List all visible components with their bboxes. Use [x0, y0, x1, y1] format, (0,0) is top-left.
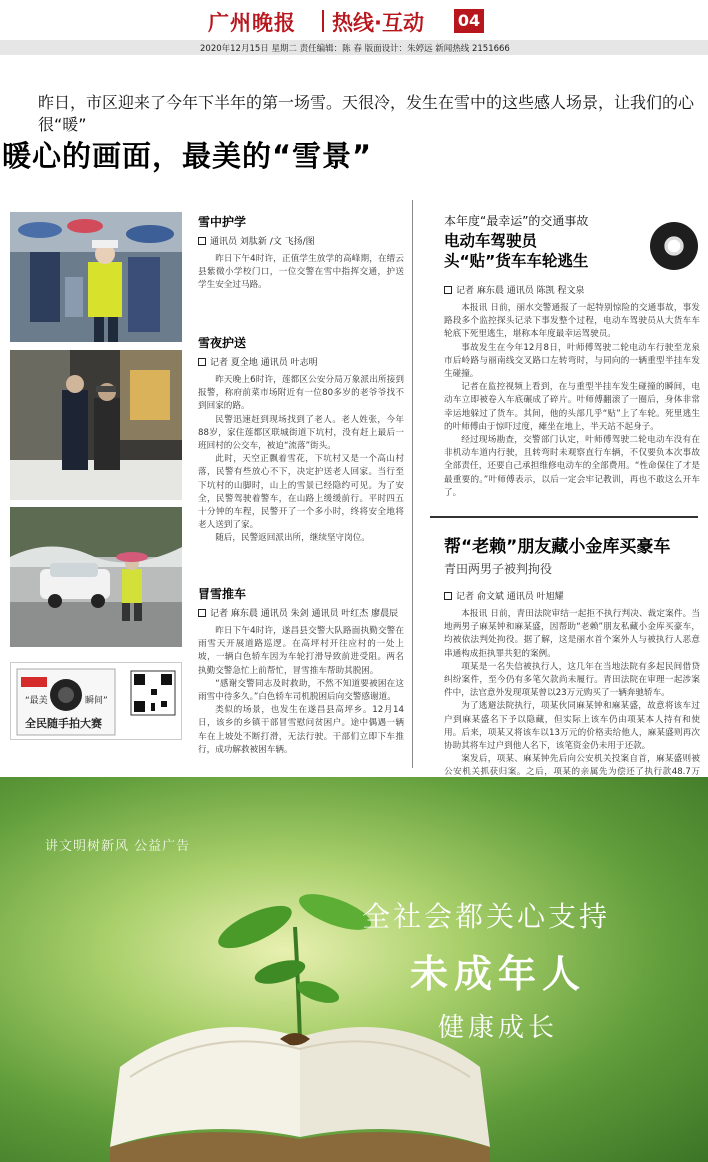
- section-rule: [430, 516, 698, 518]
- story-paragraph: 本报讯 日前，丽水交警通报了一起特别惊险的交通事故，事发路段多个监控探头记录下事发整个过程，电动车驾驶员从大货车车轮底下死里逃生，堪称本年度最幸运驾驶员。: [444, 303, 700, 340]
- newspaper-brand: 广州晚报: [208, 10, 296, 35]
- column-divider: [412, 200, 413, 768]
- main-headline: 暖心的画面，最美的“雪景”: [2, 139, 373, 173]
- byline-square-icon: [444, 286, 452, 294]
- story-title: 雪中护学: [198, 215, 247, 229]
- story-lucky-accident-header: [444, 212, 644, 271]
- story-paragraph: 事故发生在今年12月8日，叶师傅驾驶二轮电动车行驶至龙泉市后岭路与丽南线交叉路口左转弯时，与同向的一辆重型半挂车发生碰撞。: [444, 342, 700, 380]
- info-bar: [0, 40, 708, 55]
- ad-slogan-line3: 健康成长: [438, 1013, 559, 1043]
- ad-slogan-line1: 全社会都关心支持: [362, 900, 611, 933]
- story-paragraph: 此时，天空正飘着雪花，下坑村又是一个高山村落，民警有些放心不下，决定护送老人回家。当行至下坑村的山脚时，山上的雪景已经隐约可见。为了安全，民警驾驶着警车，在山路上缓缓前行。平时四五十分钟的车程，民警开了一个多小时，终将安全地将老人送到了家。: [198, 454, 404, 531]
- byline-square-icon: [198, 609, 206, 617]
- story-headline: 帮“老赖”朋友藏小金库买豪车: [444, 537, 671, 557]
- story-paragraph: 随后，民警返回派出所，继续坚守岗位。: [215, 533, 370, 544]
- photo-push-car-snow: [10, 507, 182, 647]
- story-snow-school-guard: [198, 213, 404, 293]
- masthead: [0, 0, 708, 40]
- story-lucky-accident-body: [444, 283, 700, 500]
- story-paragraph: “感谢交警同志及时救助，不然不知道要被困在这雨雪中待多久。”白色轿车司机脱困后向交警感谢道。: [198, 678, 404, 703]
- ad-slogan-line2: 未成年人: [410, 952, 587, 996]
- story-title: 雪夜护送: [198, 336, 247, 350]
- story-headline-line1: 电动车驾驶员: [444, 232, 538, 250]
- story-paragraph: 昨日下午4时许，正值学生放学的高峰期，在缙云县紫微小学校门口，一位交警在雪中指挥交通，护送学生安全过马路。: [198, 254, 404, 291]
- story-paragraph: 为了逃避法院执行，项某伙同麻某钟和麻某盛，故意将该车过户到麻某盛名下予以隐藏，但实际上该车仍由项某本人持有和使用。后来，项某又将该车以13万元的价格卖给他人，麻某盛则再次协助其将车过户到他人名下，该笔资金仍未用于还款。: [444, 701, 700, 752]
- tiktok-note-icon: [668, 240, 680, 252]
- story-push-car-snow: [198, 585, 404, 757]
- contest-tag-1: “最美: [25, 696, 48, 706]
- photo-contest-ad: [10, 662, 182, 740]
- page-number: 04: [454, 9, 484, 33]
- ad-label: 讲文明树新风 公益广告: [45, 839, 191, 854]
- story-paragraph: 昨日下午4时许，遂昌县交警大队路面执勤交警在雨雪天开展道路巡逻。在高坪村开往应村的一处上坡，一辆白色轿车因为车轮打滑导致前进受阻。两名执勤交警急忙上前帮忙，冒雪推车帮助其脱困。: [198, 626, 404, 676]
- story-headline-line2: 头“贴”货车车轮逃生: [444, 252, 589, 270]
- story-paragraph: 昨天晚上6时许，莲都区公安分局万象派出所接到报警，称府前菜市场附近有一位80多岁的老爷爷找不到回家的路。: [198, 375, 404, 412]
- photo-police-escort-elder: [10, 350, 182, 500]
- section-title: 热线·互动: [332, 11, 424, 35]
- story-paragraph: 民警迅速赶到现场找到了老人。老人姓张，今年88岁，家住莲都区联城街道下坑村，没有赶上最后一班回村的公交车，被迫“流落”街头。: [198, 414, 404, 452]
- byline-square-icon: [198, 237, 206, 245]
- story-paragraph: 项某是一名失信被执行人，这几年在当地法院有多起民间借贷纠纷案件，至今仍有多笔欠款尚未履行。青田法院在审理一起涉案件中，法官意外发现项某曾以23万元购买了一辆奔驰轿车。: [444, 661, 700, 699]
- story-kicker: 本年度“最幸运”的交通事故: [444, 214, 589, 228]
- photo-traffic-police-snow: [10, 212, 182, 342]
- lede-text: 昨日，市区迎来了今年下半年的第一场雪。天很冷，发生在雪中的这些感人场景，让我们的心很“暖”: [38, 93, 695, 134]
- story-paragraph: 类似的场景，也发生在遂昌县高坪乡。12月14日，该乡的乡镇干部冒雪慰问贫困户。途中偶遇一辆车在上坡处不断打滑，无法行驶。干部们立即下车推行，成功解救被困车辆。: [198, 705, 404, 755]
- story-byline: 记者 俞文斌 通讯员 叶旭耀: [444, 589, 700, 602]
- story-byline: 通讯员 刘肽新 /文 飞扬/图: [198, 234, 404, 247]
- story-paragraph: 本报讯 日前，青田法院审结一起拒不执行判决、裁定案件。当地两男子麻某钟和麻某盛，因帮助“老赖”朋友私藏小金库买豪车，均被依法判处拘役。据了解，这是丽水首个案外人与被执行人恶意串通构成拒执罪共犯的案例。: [444, 609, 700, 659]
- story-title: 冒雪推车: [198, 587, 247, 601]
- contest-tag-2: 瞬间”: [85, 696, 108, 706]
- contest-title: 全民随手拍大赛: [25, 717, 102, 730]
- story-byline: 记者 麻东晨 通讯员 朱剑 通讯员 叶红杰 廖晨辰: [198, 606, 404, 619]
- byline-square-icon: [198, 358, 206, 366]
- public-service-ad: [0, 777, 708, 1162]
- story-paragraph: 经过现场勘查，交警部门认定，叶师傅驾驶二轮电动车没有在非机动车道内行驶，且转弯时未观察直行车辆，不仅要负本次事故全部责任，还要自己承担维修电动车的全部费用。“性命保住了才是最重要的。”叶师傅表示，以后一定会牢记教训，再也不敢这么开车了。: [444, 435, 700, 498]
- story-paragraph: 案发后，项某、麻某钟先后向公安机关投案自首，麻某盛则被公安机关抓获归案。之后，项某的亲属先为偿还了执行款48.7万: [444, 754, 700, 778]
- story-byline: 记者 麻东晨 通讯员 陈凯 程文泉: [444, 283, 700, 296]
- story-hidden-treasury: [444, 532, 700, 793]
- issue-info: 2020年12月15日 星期二 责任编辑：陈 春 版面设计：朱婷远 新闻热线 2151666: [200, 44, 510, 54]
- masthead-divider: [322, 10, 324, 32]
- story-subhead: 青田两男子被判拘役: [444, 562, 553, 576]
- story-paragraph: 记者在监控视频上看到，在与重型半挂车发生碰撞的瞬间，电动车立即被卷入车底碾成了碎片。叶师傅翻滚了一圈后，身体非常幸运地躲过了货车。其间，他的头部几乎“贴”上了车轮。死里逃生的叶师傅由于惊吓过度，瘫坐在地上，半天站不起身子。: [444, 382, 700, 432]
- byline-square-icon: [444, 592, 452, 600]
- story-byline: 记者 夏全地 通讯员 叶志明: [198, 355, 404, 368]
- story-snow-night-escort: [198, 334, 404, 546]
- lede-paragraph: [0, 92, 708, 136]
